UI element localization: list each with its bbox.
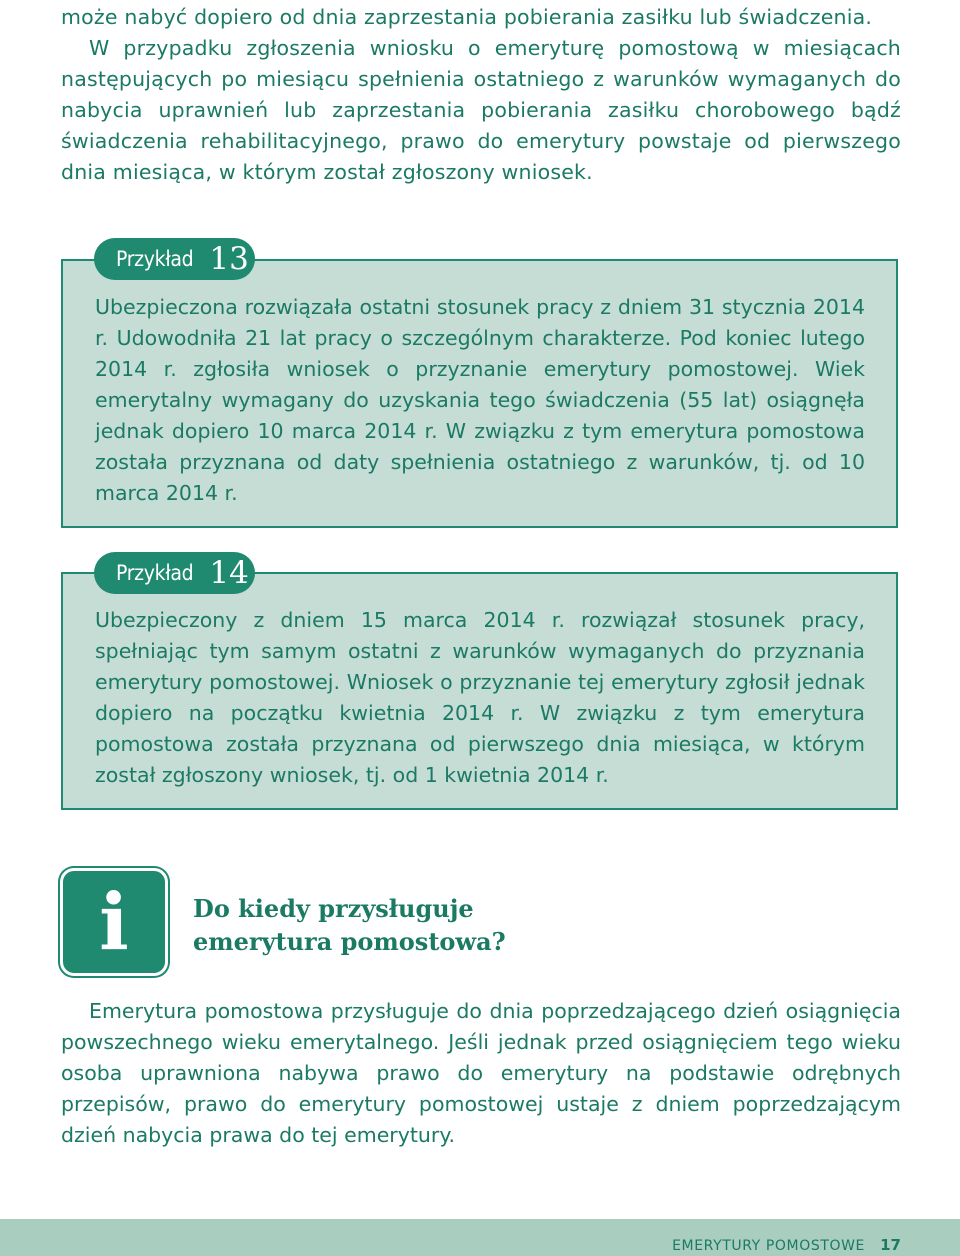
example-number: 13 <box>209 241 249 277</box>
example-13-text <box>95 292 865 509</box>
intro-text <box>61 2 901 188</box>
info-icon <box>60 868 168 976</box>
info-heading-line-1: Do kiedy przysługuje <box>193 894 474 923</box>
example-14-paragraph: Ubezpieczony z dniem 15 marca 2014 r. rozwiązał stosunek pracy, spełniając tym samym ostatni z warunków wymaganych do przyznania emerytury pomostowej. Wniosek o przyznanie tej emerytury zgłosił jednak dopiero na początku kwietnia 2014 r. W związku z tym emerytura pomostowa została przyznana od pierwszego dnia miesiąca, w którym został zgłoszony wniosek, tj. od 1 kwietnia 2014 r. <box>95 608 865 787</box>
intro-paragraph-2: W przypadku zgłoszenia wniosku o emeryturę pomostową w miesiącach następujących po miesiącu spełnienia ostatniego z warunków wymaganych do nabycia uprawnień lub zaprzestania pobierania zasiłku chorobowego bądź świadczenia rehabilitacyjnego, prawo do emerytury powstaje od pierwszego dnia miesiąca, w którym został zgłoszony wniosek. <box>61 36 901 184</box>
footer-section-title: EMERYTURY POMOSTOWE <box>672 1238 865 1254</box>
info-icon-glyph: i <box>99 876 129 968</box>
info-body <box>61 996 901 1151</box>
example-14-text <box>95 605 865 791</box>
example-label: Przykład <box>116 247 194 271</box>
example-14-tab <box>94 552 255 594</box>
info-heading <box>193 892 593 958</box>
example-label: Przykład <box>116 561 194 585</box>
example-number: 14 <box>209 555 249 591</box>
footer-page-number: 17 <box>880 1236 901 1254</box>
example-13-paragraph: Ubezpieczona rozwiązała ostatni stosunek pracy z dniem 31 stycznia 2014 r. Udowodniła 21 lat pracy o szczególnym charakterze. Pod koniec lutego 2014 r. zgłosiła wniosek o przyznanie emerytury pomostowej. Wiek emerytalny wymagany do uzyskania tego świadczenia (55 lat) osiągnęła jednak dopiero 10 marca 2014 r. W związku z tym emerytura pomostowa została przyznana od daty spełnienia ostatniego z warunków, tj. od 10 marca 2014 r. <box>95 295 865 505</box>
info-body-paragraph: Emerytura pomostowa przysługuje do dnia poprzedzającego dzień osiągnięcia powszechnego wieku emerytalnego. Jeśli jednak przed osiągnięciem tego wieku osoba uprawniona nabywa prawo do emerytury na podstawie odrębnych przepisów, prawo do emerytury pomostowej ustaje z dniem poprzedzającym dzień nabycia prawa do tej emerytury. <box>61 999 901 1147</box>
intro-paragraph-1: może nabyć dopiero od dnia zaprzestania pobierania zasiłku lub świadczenia. <box>61 5 873 29</box>
example-13-tab <box>94 238 255 280</box>
info-heading-line-2: emerytura pomostowa? <box>193 927 506 956</box>
